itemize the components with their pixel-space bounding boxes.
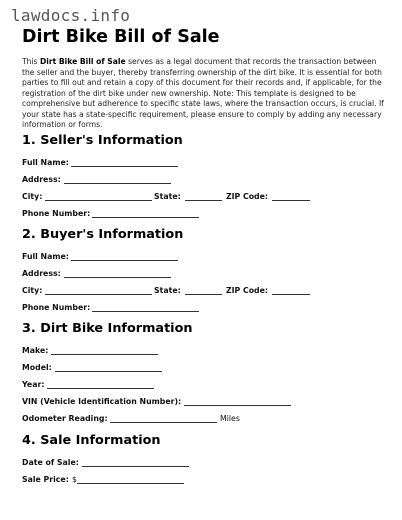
seller-city-state-zip-row bbox=[22, 191, 382, 202]
sale-price-currency: $ bbox=[72, 475, 77, 484]
page-title: Dirt Bike Bill of Sale bbox=[22, 27, 220, 47]
sale-price-row bbox=[22, 474, 382, 485]
seller-phone-field[interactable] bbox=[92, 217, 199, 218]
buyer-section-heading: 2. Buyer's Information bbox=[22, 227, 184, 242]
bike-model-row bbox=[22, 362, 382, 373]
seller-section-heading: 1. Seller's Information bbox=[22, 133, 183, 148]
bike-year-field[interactable] bbox=[47, 388, 154, 389]
bike-model-field[interactable] bbox=[55, 371, 162, 372]
buyer-city-state-zip-row bbox=[22, 285, 382, 296]
buyer-zip-field[interactable] bbox=[272, 294, 310, 295]
bike-odometer-field[interactable] bbox=[110, 422, 217, 423]
seller-full-name-field[interactable] bbox=[71, 166, 178, 167]
sale-date-field[interactable] bbox=[82, 466, 189, 467]
bike-model-label: Model: bbox=[22, 363, 52, 372]
bike-year-label: Year: bbox=[22, 380, 45, 389]
seller-address-row bbox=[22, 174, 382, 185]
sale-price-field[interactable] bbox=[77, 483, 184, 484]
bike-make-row bbox=[22, 345, 382, 356]
buyer-zip-label: ZIP Code: bbox=[226, 286, 269, 295]
buyer-phone-field[interactable] bbox=[92, 311, 199, 312]
seller-full-name-row bbox=[22, 157, 382, 168]
seller-zip-label: ZIP Code: bbox=[226, 192, 269, 201]
bike-make-label: Make: bbox=[22, 346, 49, 355]
sale-date-row bbox=[22, 457, 382, 468]
sale-date-label: Date of Sale: bbox=[22, 458, 79, 467]
buyer-full-name-label: Full Name: bbox=[22, 252, 69, 261]
seller-state-field[interactable] bbox=[185, 200, 222, 201]
buyer-state-field[interactable] bbox=[185, 294, 222, 295]
seller-phone-label: Phone Number: bbox=[22, 209, 91, 218]
intro-body: serves as a legal document that records the transaction between the seller and the buyer, thereby transferring ownership of the dirt bike. It is essential for both parties to fill out and retain a copy of this document for their records and, if applicable, for the registration of the dirt bike under new ownership. Note: This template is designed to be comprehensive but adherence to specific state laws, where the transaction occurs, is crucial. If your state has a state-specific requirement, please ensure to comply by adding any necessary information or forms. bbox=[22, 57, 384, 129]
bike-odometer-unit: Miles bbox=[220, 414, 240, 423]
seller-city-field[interactable] bbox=[45, 200, 152, 201]
bike-make-field[interactable] bbox=[51, 354, 158, 355]
bike-vin-row bbox=[22, 396, 382, 407]
buyer-address-field[interactable] bbox=[64, 277, 171, 278]
intro-doc-name: Dirt Bike Bill of Sale bbox=[39, 57, 126, 66]
buyer-full-name-row bbox=[22, 251, 382, 262]
buyer-state-label: State: bbox=[154, 286, 181, 295]
bike-odometer-row bbox=[22, 413, 382, 424]
seller-phone-row bbox=[22, 208, 382, 219]
intro-paragraph bbox=[22, 57, 384, 131]
buyer-full-name-field[interactable] bbox=[71, 260, 178, 261]
bike-section-heading: 3. Dirt Bike Information bbox=[22, 321, 193, 336]
buyer-city-field[interactable] bbox=[45, 294, 152, 295]
sale-price-label: Sale Price: bbox=[22, 475, 69, 484]
buyer-phone-row bbox=[22, 302, 382, 313]
buyer-city-label: City: bbox=[22, 286, 43, 295]
seller-city-label: City: bbox=[22, 192, 43, 201]
bike-year-row bbox=[22, 379, 382, 390]
bike-vin-label: VIN (Vehicle Identification Number): bbox=[22, 397, 182, 406]
bike-vin-field[interactable] bbox=[184, 405, 291, 406]
seller-address-label: Address: bbox=[22, 175, 61, 184]
seller-address-field[interactable] bbox=[64, 183, 171, 184]
seller-state-label: State: bbox=[154, 192, 181, 201]
buyer-address-label: Address: bbox=[22, 269, 61, 278]
seller-full-name-label: Full Name: bbox=[22, 158, 69, 167]
sale-section-heading: 4. Sale Information bbox=[22, 433, 161, 448]
site-watermark: lawdocs.info bbox=[11, 6, 131, 25]
buyer-address-row bbox=[22, 268, 382, 279]
intro-lead: This bbox=[22, 57, 40, 66]
seller-zip-field[interactable] bbox=[272, 200, 310, 201]
buyer-phone-label: Phone Number: bbox=[22, 303, 91, 312]
bike-odometer-label: Odometer Reading: bbox=[22, 414, 108, 423]
